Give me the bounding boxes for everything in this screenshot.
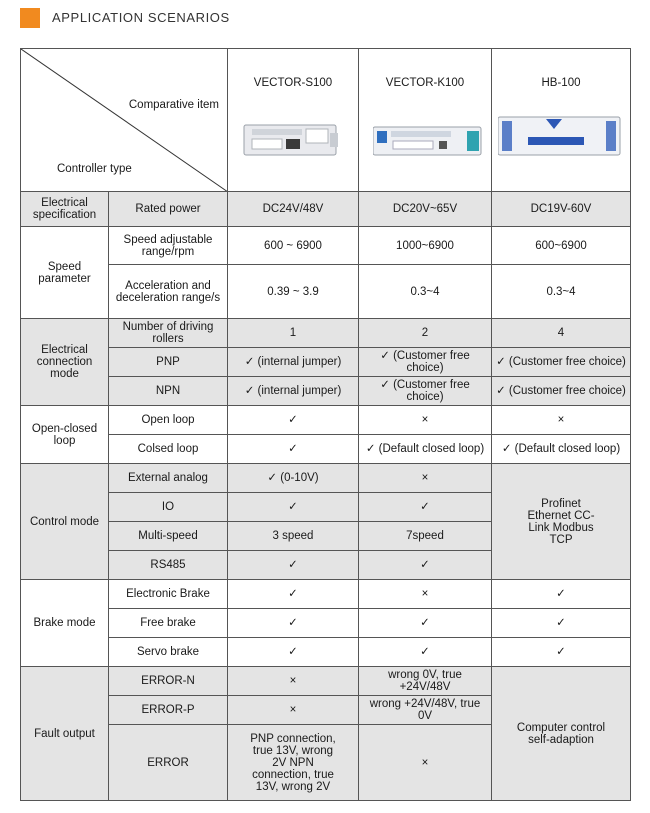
cell: ✓ bbox=[228, 551, 359, 580]
error-label: ERROR bbox=[109, 725, 228, 801]
orange-square-icon bbox=[20, 8, 40, 28]
cell: DC24V/48V bbox=[228, 192, 359, 227]
npn-label: NPN bbox=[109, 377, 228, 406]
cell: 600~6900 bbox=[492, 227, 631, 265]
cell: ✓ bbox=[359, 638, 492, 667]
cell: 2 bbox=[359, 319, 492, 348]
cell: 7speed bbox=[359, 522, 492, 551]
cell: DC20V~65V bbox=[359, 192, 492, 227]
cell: × bbox=[359, 725, 492, 801]
cell: × bbox=[228, 696, 359, 725]
accel-range-label: Acceleration and deceleration range/s bbox=[109, 265, 228, 319]
controller-hb100-image-icon bbox=[498, 115, 622, 159]
cell: wrong 0V, true +24V/48V bbox=[359, 667, 492, 696]
rollers-label: Number of driving rollers bbox=[109, 319, 228, 348]
cell: ✓ bbox=[228, 406, 359, 435]
rs485-label: RS485 bbox=[109, 551, 228, 580]
closed-loop-label: Colsed loop bbox=[109, 435, 228, 464]
open-closed-loop-label: Open-closed loop bbox=[21, 406, 109, 464]
cell: ✓ bbox=[228, 609, 359, 638]
cell: ✓ bbox=[228, 580, 359, 609]
product-header-s100 bbox=[228, 49, 359, 192]
corner-header-cell bbox=[21, 49, 228, 192]
cell: × bbox=[228, 667, 359, 696]
section-header bbox=[0, 0, 650, 38]
cell: ✓ bbox=[228, 435, 359, 464]
cell: ✓ (Customer free choice) bbox=[359, 377, 492, 406]
cell: × bbox=[359, 406, 492, 435]
cell: ✓ bbox=[228, 493, 359, 522]
speed-parameter-label: Speed parameter bbox=[21, 227, 109, 319]
cell: ✓ bbox=[492, 638, 631, 667]
external-analog-label: External analog bbox=[109, 464, 228, 493]
cell: × bbox=[359, 464, 492, 493]
cell: 0.3~4 bbox=[359, 265, 492, 319]
cell: ✓ (internal jumper) bbox=[228, 348, 359, 377]
comparison-table bbox=[20, 48, 631, 801]
product-header-k100 bbox=[359, 49, 492, 192]
cell: × bbox=[492, 406, 631, 435]
product-header-hb100 bbox=[492, 49, 631, 192]
cell: DC19V-60V bbox=[492, 192, 631, 227]
open-loop-label: Open loop bbox=[109, 406, 228, 435]
cell: PNP connection, true 13V, wrong 2V NPN connection, true 13V, wrong 2V bbox=[228, 725, 359, 801]
cell: ✓ bbox=[359, 493, 492, 522]
cell: 1 bbox=[228, 319, 359, 348]
cell: ✓ (Customer free choice) bbox=[359, 348, 492, 377]
cell: ✓ bbox=[492, 580, 631, 609]
controller-type-label: Controller type bbox=[57, 163, 132, 175]
speed-range-label: Speed adjustable range/rpm bbox=[109, 227, 228, 265]
rated-power-label: Rated power bbox=[109, 192, 228, 227]
hb-control-protocols: Profinet Ethernet CC-Link Modbus TCP bbox=[492, 464, 631, 580]
free-brake-label: Free brake bbox=[109, 609, 228, 638]
section-title: APPLICATION SCENARIOS bbox=[52, 10, 230, 25]
cell: ✓ bbox=[359, 551, 492, 580]
fault-output-label: Fault output bbox=[21, 667, 109, 801]
product-name: HB-100 bbox=[541, 77, 581, 89]
cell: ✓ (0-10V) bbox=[228, 464, 359, 493]
cell: ✓ (internal jumper) bbox=[228, 377, 359, 406]
controller-s100-image-icon bbox=[242, 121, 342, 161]
hb-fault-output: Computer control self-adaption bbox=[492, 667, 631, 801]
cell: × bbox=[359, 580, 492, 609]
cell: ✓ (Customer free choice) bbox=[492, 348, 631, 377]
error-n-label: ERROR-N bbox=[109, 667, 228, 696]
cell: 600 ~ 6900 bbox=[228, 227, 359, 265]
cell: wrong +24V/48V, true 0V bbox=[359, 696, 492, 725]
pnp-label: PNP bbox=[109, 348, 228, 377]
electronic-brake-label: Electronic Brake bbox=[109, 580, 228, 609]
io-label: IO bbox=[109, 493, 228, 522]
cell: 0.39 ~ 3.9 bbox=[228, 265, 359, 319]
multi-speed-label: Multi-speed bbox=[109, 522, 228, 551]
cell: ✓ (Customer free choice) bbox=[492, 377, 631, 406]
brake-mode-label: Brake mode bbox=[21, 580, 109, 667]
error-p-label: ERROR-P bbox=[109, 696, 228, 725]
cell: 3 speed bbox=[228, 522, 359, 551]
product-name: VECTOR-K100 bbox=[385, 77, 465, 89]
cell: 0.3~4 bbox=[492, 265, 631, 319]
cell: ✓ bbox=[359, 609, 492, 638]
comparative-item-label: Comparative item bbox=[128, 99, 219, 111]
cell: ✓ (Default closed loop) bbox=[359, 435, 492, 464]
connection-mode-label: Electrical connection mode bbox=[21, 319, 109, 406]
product-name: VECTOR-S100 bbox=[253, 77, 333, 89]
cell: 4 bbox=[492, 319, 631, 348]
cell: ✓ bbox=[492, 609, 631, 638]
cell: 1000~6900 bbox=[359, 227, 492, 265]
cell: ✓ (Default closed loop) bbox=[492, 435, 631, 464]
electrical-spec-label: Electrical specification bbox=[21, 192, 109, 227]
control-mode-label: Control mode bbox=[21, 464, 109, 580]
controller-k100-image-icon bbox=[373, 121, 483, 161]
cell: ✓ bbox=[228, 638, 359, 667]
servo-brake-label: Servo brake bbox=[109, 638, 228, 667]
